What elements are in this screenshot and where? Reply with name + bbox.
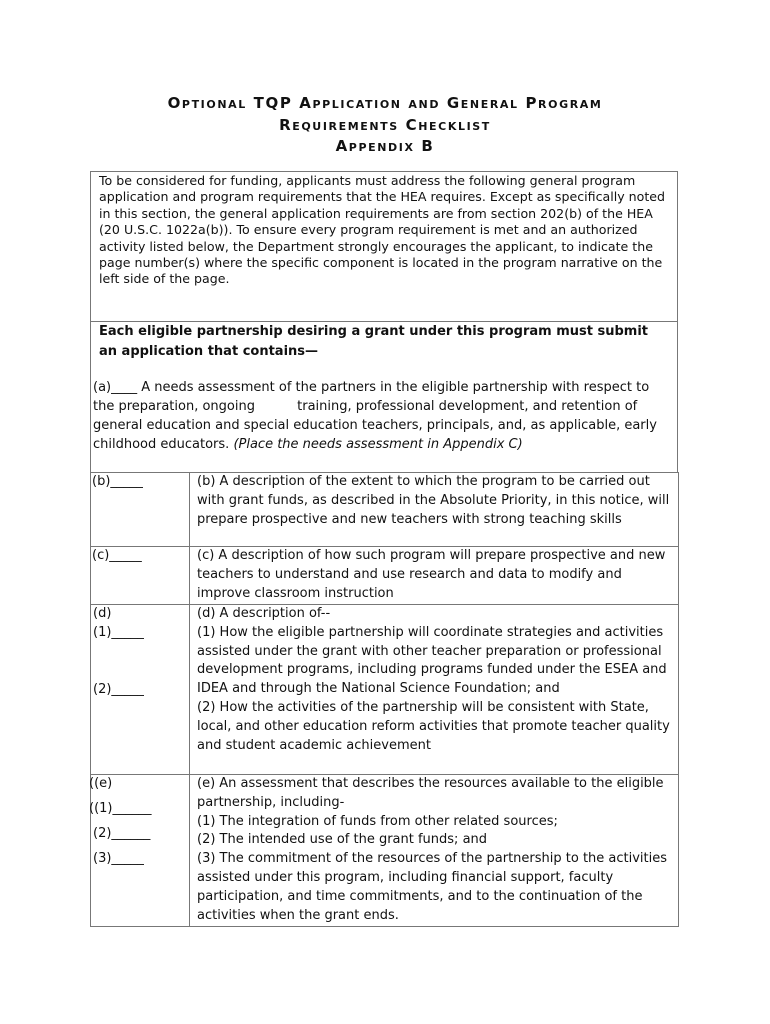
section-heading: Each eligible partnership desiring a grant under this program must submit an application that contains— bbox=[99, 324, 649, 359]
item-e-1: (1) The integration of funds from other related sources; bbox=[197, 813, 558, 829]
item-e3-label: (3)_____ bbox=[93, 850, 144, 866]
item-a-text-1: A needs assessment of the partners in the eligible partnership with respect to the preparation, ongoing bbox=[93, 380, 650, 414]
item-b-label-cell bbox=[91, 473, 190, 547]
item-e-intro: (e) An assessment that describes the resources available to the eligible partnership, including- bbox=[197, 775, 664, 810]
item-b-text: (b) A description of the extent to which the program to be carried out with grant funds, as described in the Absolute Priority, in this notice, will prepare prospective and new teachers with strong teaching skills bbox=[190, 473, 679, 547]
item-c-label: (c)_____ bbox=[92, 548, 142, 563]
item-d2-label: (2)_____ bbox=[93, 681, 144, 697]
table-row bbox=[91, 604, 679, 774]
item-d-label: (d) bbox=[93, 605, 112, 621]
item-c-label-cell bbox=[91, 547, 190, 605]
item-d-label-cell bbox=[91, 604, 190, 774]
title-line-1: Optional TQP Application and General Program bbox=[167, 94, 603, 112]
item-e2-label: (2)______ bbox=[93, 825, 151, 841]
item-e1-label: ((1)______ bbox=[89, 800, 152, 816]
table-row bbox=[91, 547, 679, 605]
item-a-note: (Place the needs assessment in Appendix C) bbox=[233, 437, 523, 452]
item-e-2: (2) The intended use of the grant funds; and bbox=[197, 832, 488, 848]
intro-box bbox=[90, 171, 678, 322]
title-line-3: Appendix B bbox=[335, 137, 435, 155]
item-a bbox=[93, 378, 673, 454]
item-d-1: (1) How the eligible partnership will coordinate strategies and activities assisted under the grant with other teacher preparation or professional development programs, including programs funded under the ESEA and IDEA and through the National Science Foundation; and bbox=[197, 624, 667, 697]
item-e-label-cell bbox=[91, 774, 190, 926]
item-e-text bbox=[190, 774, 679, 926]
item-b-label: (b)_____ bbox=[92, 474, 143, 489]
requirements-section bbox=[90, 321, 678, 473]
item-e-label: ((e) bbox=[89, 775, 113, 791]
intro-text: To be considered for funding, applicants must address the following general program application and program requirements that the HEA requires. Except as specifically noted in this section, the general application requirements are from section 202(b) of the HEA (20 U.S.C. 1022a(b)). To ensure every program requirement is met and an authorized activity listed below, the Department strongly encourages the applicant, to indicate the page number(s) where the specific component is located in the program narrative on the left side of the page. bbox=[99, 173, 666, 287]
item-a-text-2: training, professional development, and retention of general education and special education teachers, principals, and, as applicable, early childhood educators. bbox=[93, 399, 657, 452]
title-line-2: Requirements Checklist bbox=[279, 116, 491, 134]
item-a-label: (a)____ bbox=[93, 380, 138, 395]
item-c-text: (c) A description of how such program will prepare prospective and new teachers to understand and use research and data to modify and improve classroom instruction bbox=[190, 547, 679, 605]
item-d-intro: (d) A description of-- bbox=[197, 605, 331, 621]
requirements-table bbox=[90, 472, 679, 927]
table-row bbox=[91, 473, 679, 547]
table-row bbox=[91, 774, 679, 926]
item-e-3: (3) The commitment of the resources of the partnership to the activities assisted under this program, including financial support, faculty participation, and time commitments, and to the continuation of the activities when the grant ends. bbox=[197, 851, 668, 924]
item-d1-label: (1)_____ bbox=[93, 624, 144, 640]
item-d-2: (2) How the activities of the partnership will be consistent with State, local, and other education reform activities that promote teacher quality and student academic achievement bbox=[197, 700, 670, 754]
item-d-text bbox=[190, 604, 679, 774]
